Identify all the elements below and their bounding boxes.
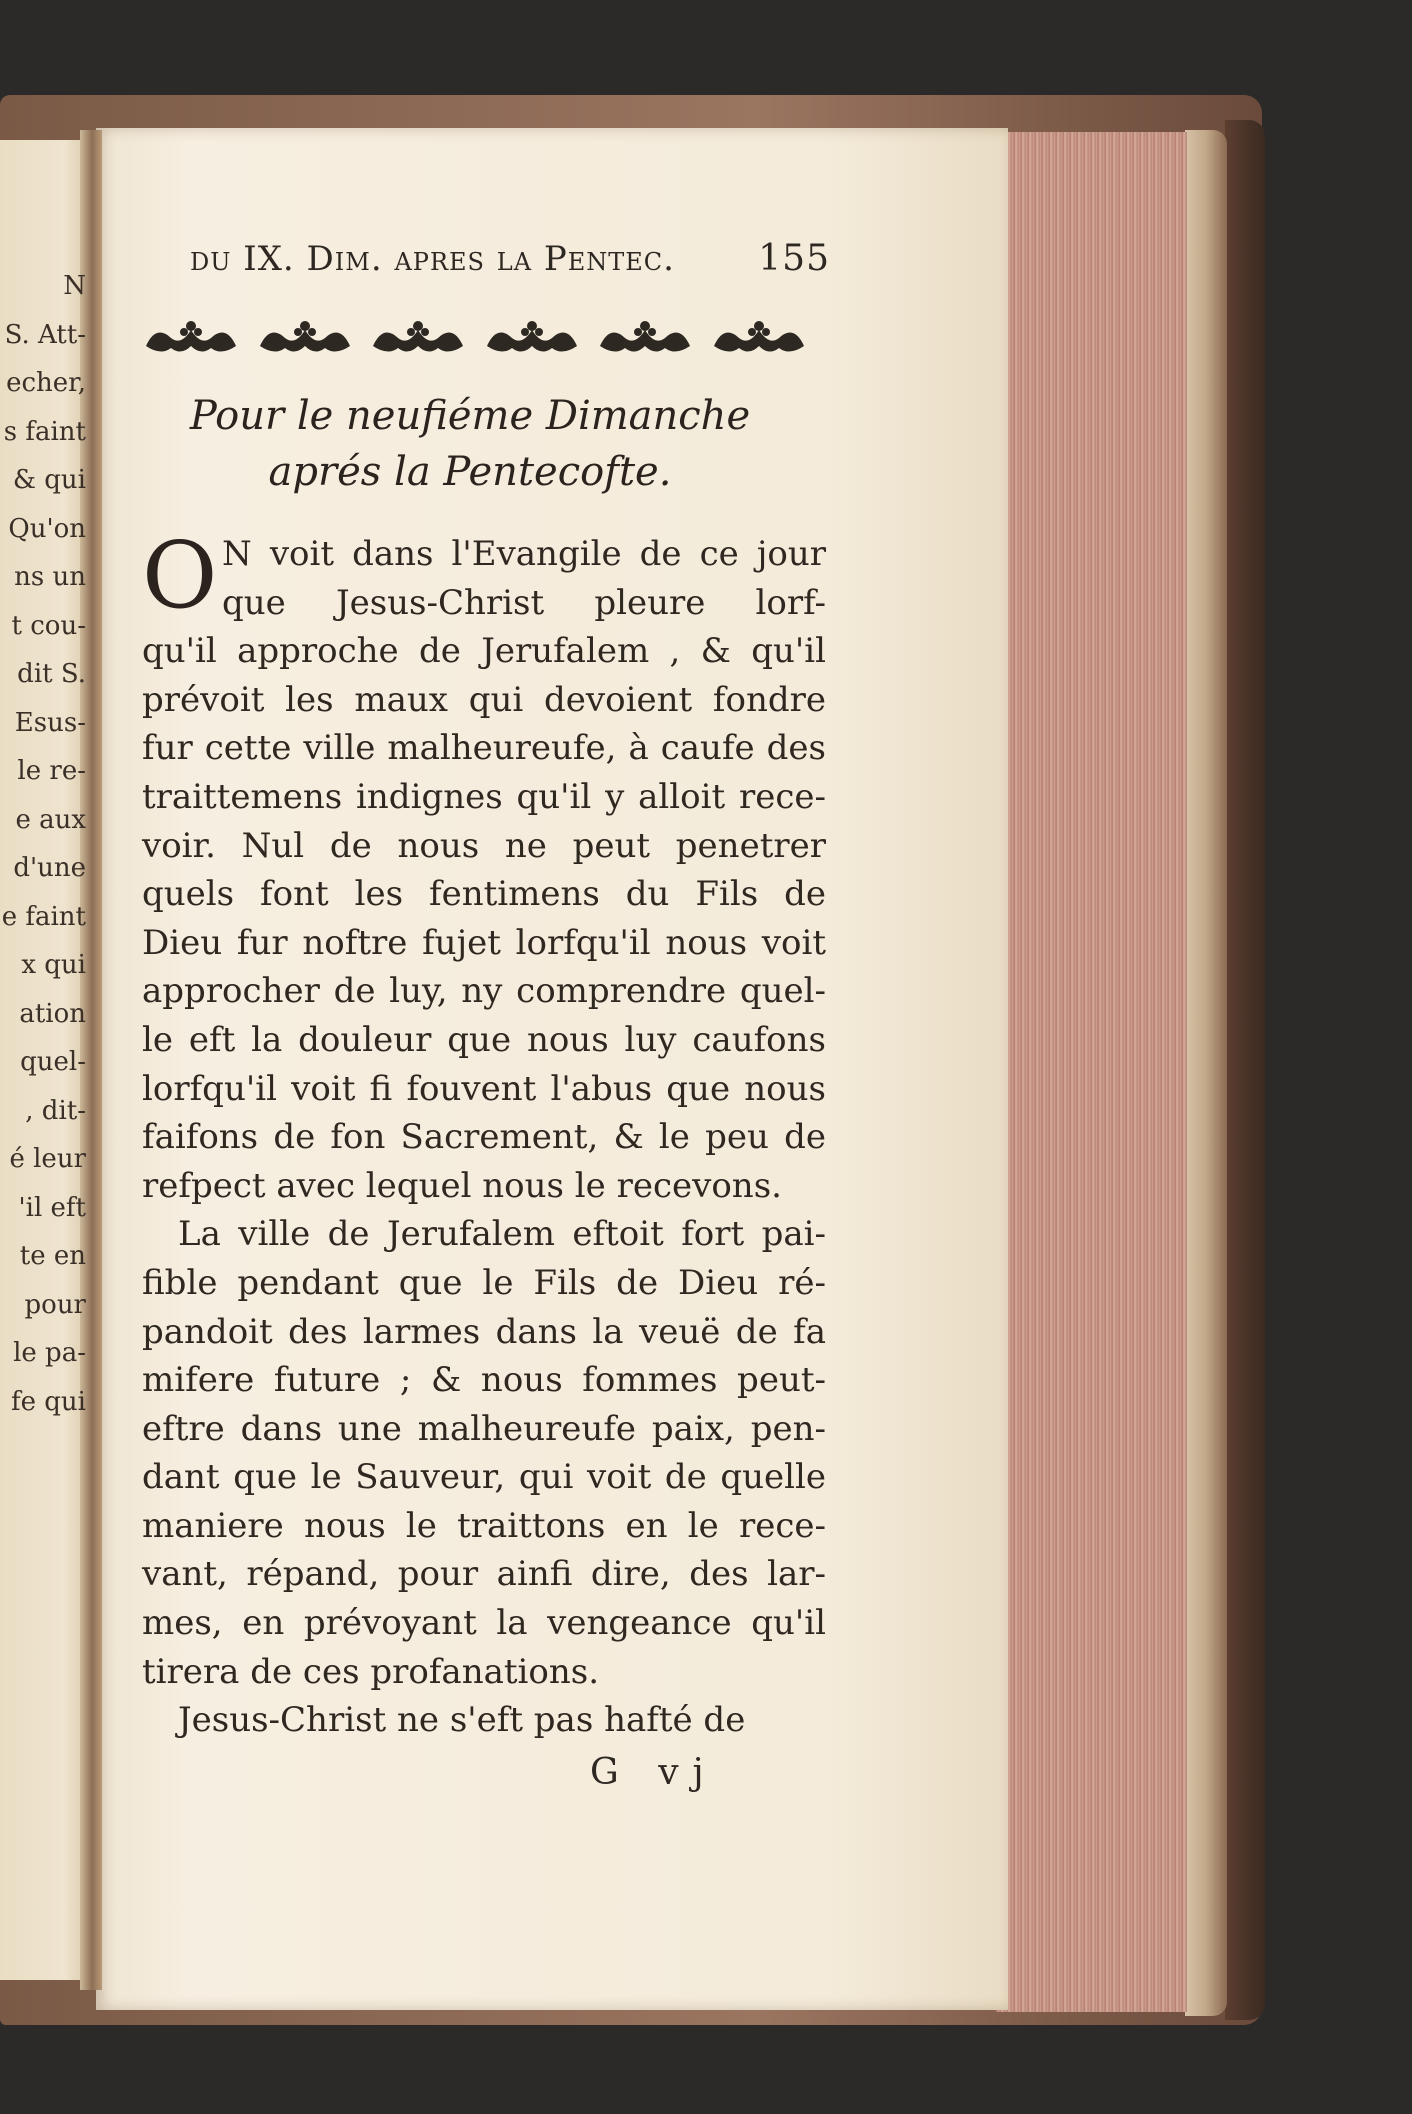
fleuron-ornament-icon [481, 316, 583, 362]
left-page-fragment: d'une [13, 853, 86, 883]
left-page-fragment: Qu'on [8, 513, 86, 544]
body-line: N voit dans l'Evangile de ce jour [222, 534, 826, 574]
signature-mark: G vj [590, 1752, 718, 1793]
body-line: eftre dans une malheureufe paix, pen- [142, 1408, 826, 1449]
left-page-fragment: , dit- [25, 1095, 86, 1126]
left-page-fragment: pour [24, 1289, 86, 1320]
title-line-2: aprés la Pentecofte. [268, 449, 672, 495]
left-page-fragments [0, 262, 86, 1426]
body-line: pandoit des larmes dans la veuë de fa [142, 1311, 826, 1352]
body-line: faifons de fon Sacrement, & le peu de [142, 1117, 826, 1158]
body-line: mes, en prévoyant la vengeance qu'il [142, 1603, 826, 1644]
body-line: que Jesus-Christ pleure lorf- [222, 582, 826, 623]
body-line: maniere nous le traittons en le rece- [142, 1505, 826, 1546]
left-page-fragment: é leur [9, 1144, 86, 1174]
fleuron-ornament-icon [140, 316, 242, 362]
left-page-fragment: echer, [6, 368, 86, 398]
page-edge-rim [1185, 130, 1227, 2016]
running-title: du IX. Dim. apres la Pentec. [190, 239, 675, 279]
body-line: le eft la douleur que nous luy caufons [142, 1019, 826, 1060]
left-page-fragment: ation [19, 998, 86, 1029]
body-line: dant que le Sauveur, qui voit de quelle [142, 1457, 826, 1498]
body-line: Jesus-Christ ne s'eft pas hafté de [178, 1700, 746, 1741]
body-line: La ville de Jerufalem eftoit fort pai- [178, 1214, 826, 1255]
binding-shadow [1225, 120, 1265, 2020]
body-line: quels font les fentimens du Fils de [142, 874, 826, 915]
left-page-fragment: S. Att- [4, 319, 86, 350]
body-line: qu'il approche de Jerufalem , & qu'il [142, 631, 826, 672]
fleuron-ornament-icon [367, 316, 469, 362]
ornament-band [140, 310, 810, 368]
left-page-fragment: x qui [21, 950, 86, 980]
body-line: tirera de ces profanations. [142, 1651, 600, 1692]
left-page-fragment: Esus- [14, 707, 86, 738]
body-line: refpect avec lequel nous le recevons. [142, 1165, 782, 1206]
left-page-fragment: quel- [20, 1047, 86, 1077]
left-page-fragment: te en [19, 1241, 86, 1271]
left-page-fragment: s faint [3, 416, 86, 447]
left-page-fragment: fe qui [11, 1386, 86, 1417]
page-fore-edge [995, 132, 1187, 2012]
left-page-fragment: e aux [15, 804, 86, 835]
body-line: voir. Nul de nous ne peut penetrer [142, 825, 826, 866]
body-line: prévoit les maux qui devoient fondre [142, 679, 826, 720]
fleuron-ornament-icon [594, 316, 696, 362]
body-line: approcher de luy, ny comprendre quel- [142, 971, 826, 1012]
page-number: 155 [758, 238, 830, 279]
running-header [190, 238, 830, 279]
body-text [142, 522, 826, 1745]
left-page-fragment: dit S. [17, 659, 86, 689]
body-line: mifere future ; & nous fommes peut- [142, 1360, 826, 1401]
left-page-fragment: & qui [12, 465, 86, 495]
body-line: lorfqu'il voit fi fouvent l'abus que nous [142, 1068, 826, 1109]
section-title [140, 388, 800, 500]
left-page-fragment: t cou- [11, 610, 86, 641]
body-line: Dieu fur noftre fujet lorfqu'il nous voit [142, 922, 826, 963]
body-line: traittemens indignes qu'il y alloit rece- [142, 776, 826, 817]
drop-cap: O [142, 522, 218, 629]
left-page-fragment: ns un [14, 562, 86, 592]
body-line: fible pendant que le Fils de Dieu ré- [142, 1262, 826, 1303]
left-page-fragment: le re- [17, 756, 86, 786]
left-page-fragment: e faint [1, 901, 86, 932]
left-page-fragment: 'il eft [18, 1192, 86, 1223]
fleuron-ornament-icon [708, 316, 810, 362]
title-line-1: Pour le neufiéme Dimanche [189, 393, 751, 439]
fleuron-ornament-icon [254, 316, 356, 362]
left-page-fragment: N [63, 271, 86, 301]
left-page-fragment: le pa- [13, 1338, 86, 1368]
body-line: vant, répand, pour ainfi dire, des lar- [142, 1554, 826, 1595]
body-line: fur cette ville malheureufe, à caufe des [142, 728, 826, 769]
